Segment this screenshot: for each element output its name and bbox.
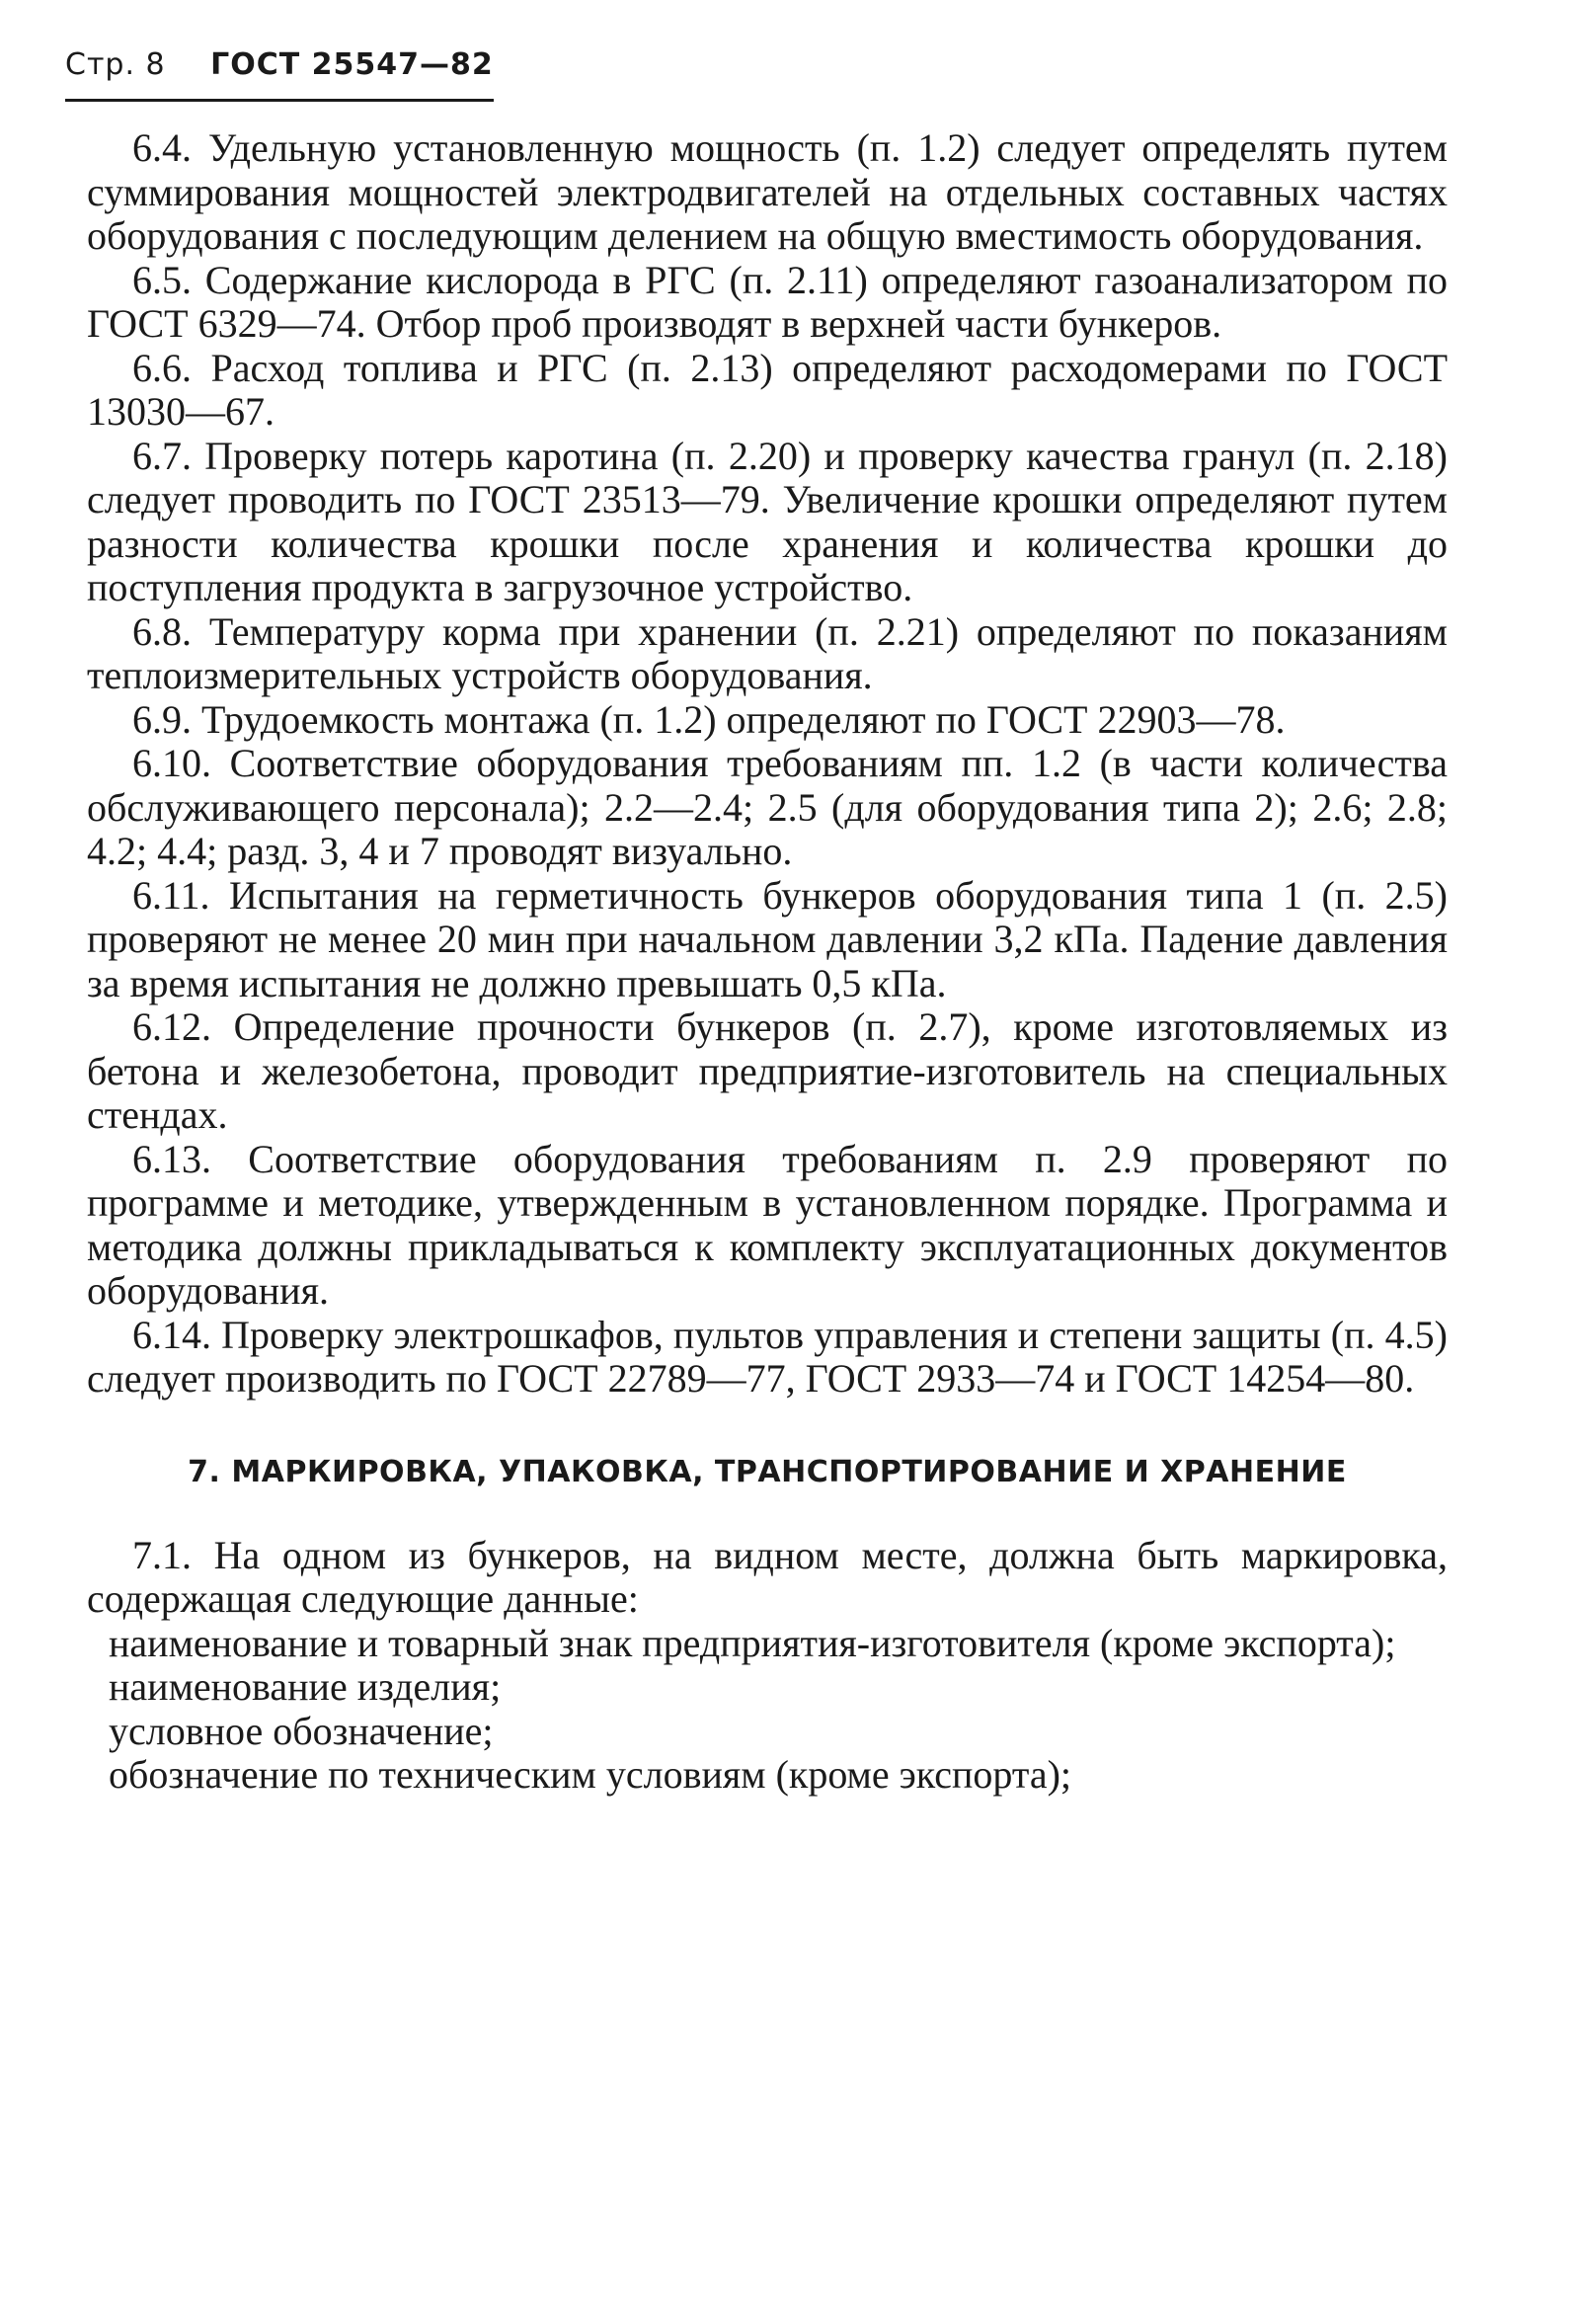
paragraph-6-11: 6.11. Испытания на герметичность бункеров оборудования типа 1 (п. 2.5) проверяют не менее 20 мин при начальном давлении 3,2 кПа. Падение давления за время испытания не должно превышать 0,5 кПа. [87, 872, 1448, 1005]
page-header [65, 47, 494, 82]
list-item: обозначение по техническим условиям (кроме экспорта); [109, 1752, 1072, 1797]
standard-designation: ГОСТ 25547—82 [210, 47, 494, 82]
list-item: наименование и товарный знак предприятия-изготовителя (кроме экспорта); [109, 1620, 1396, 1665]
paragraph-7-1: 7.1. На одном из бункеров, на видном месте, должна быть маркировка, содержащая следующие данные: [87, 1532, 1448, 1621]
section-7-title: 7. МАРКИРОВКА, УПАКОВКА, ТРАНСПОРТИРОВАНИЕ И ХРАНЕНИЕ [188, 1454, 1347, 1489]
paragraph-6-14: 6.14. Проверку электрошкафов, пультов управления и степени защиты (п. 4.5) следует производить по ГОСТ 22789—77, ГОСТ 2933—74 и ГОСТ 14254—80. [87, 1312, 1448, 1401]
paragraph-6-13: 6.13. Соответствие оборудования требованиям п. 2.9 проверяют по программе и методике, утвержденным в установленном порядке. Программа и методика должны прикладываться к комплекту эксплуатационных документов оборудования. [87, 1136, 1448, 1313]
paragraph-6-4: 6.4. Удельную установленную мощность (п. 1.2) следует определять путем суммирования мощностей электродвигателей на отдельных составных частях оборудования с последующим делением на общую вместимость оборудования. [87, 125, 1448, 258]
paragraph-6-7: 6.7. Проверку потерь каротина (п. 2.20) и проверку качества гранул (п. 2.18) следует проводить по ГОСТ 23513—79. Увеличение крошки определяют путем разности количества крошки после хранения и количества крошки до поступления продукта в загрузочное устройство. [87, 433, 1448, 609]
header-rule [65, 99, 494, 102]
paragraph-6-10: 6.10. Соответствие оборудования требованиям пп. 1.2 (в части количества обслуживающего персонала); 2.2—2.4; 2.5 (для оборудования типа 2); 2.6; 2.8; 4.2; 4.4; разд. 3, 4 и 7 проводят визуально. [87, 741, 1448, 873]
paragraph-6-12: 6.12. Определение прочности бункеров (п. 2.7), кроме изготовляемых из бетона и железобетона, проводит предприятие-изготовитель на специальных стендах. [87, 1004, 1448, 1137]
paragraph-6-9: 6.9. Трудоемкость монтажа (п. 1.2) определяют по ГОСТ 22903—78. [132, 696, 1286, 742]
paragraph-6-5: 6.5. Содержание кислорода в РГС (п. 2.11) определяют газоанализатором по ГОСТ 6329—74. Отбор проб производят в верхней части бункеров. [87, 257, 1448, 346]
paragraph-6-6: 6.6. Расход топлива и РГС (п. 2.13) определяют расходомерами по ГОСТ 13030—67. [87, 345, 1448, 434]
page-number: Стр. 8 [65, 47, 166, 82]
list-item: наименование изделия; [109, 1664, 502, 1709]
paragraph-6-8: 6.8. Температуру корма при хранении (п. 2.21) определяют по показаниям теплоизмерительных устройств оборудования. [87, 608, 1448, 697]
document-body [87, 126, 1448, 1798]
list-item: условное обозначение; [109, 1708, 494, 1753]
